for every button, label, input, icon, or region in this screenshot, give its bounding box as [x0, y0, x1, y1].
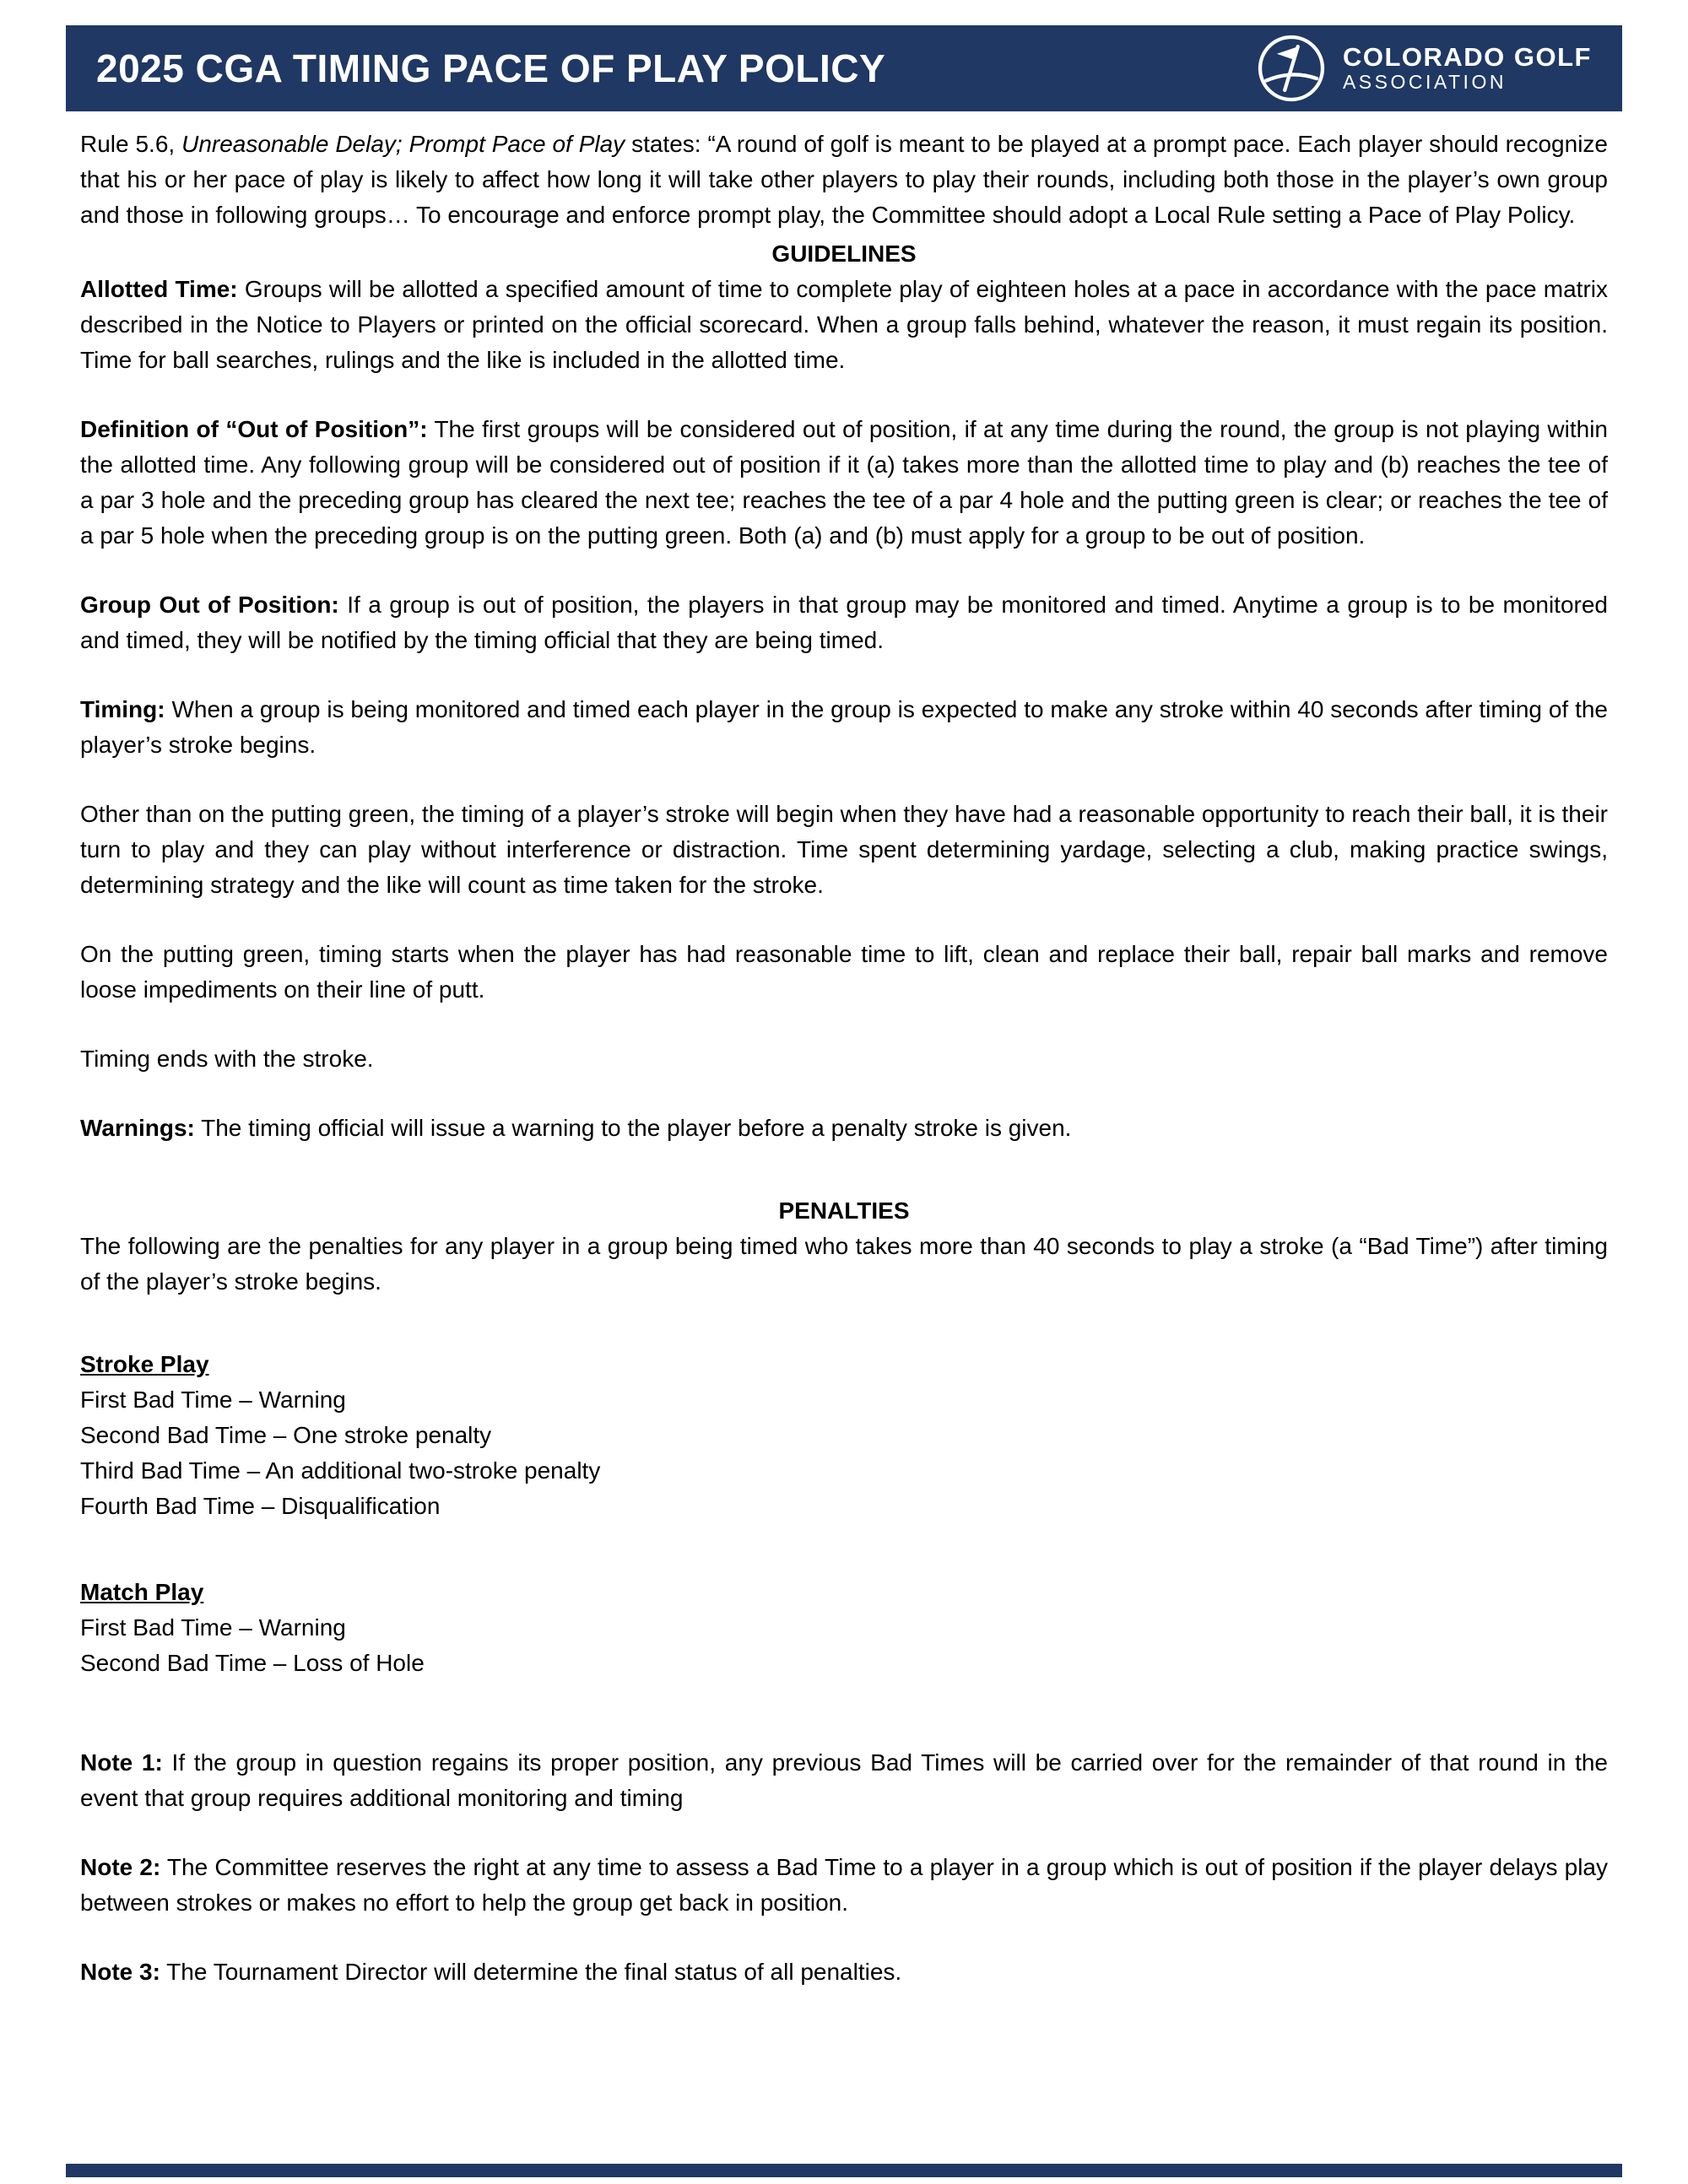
stroke-play-item: First Bad Time – Warning	[80, 1387, 346, 1413]
note-text: The Committee reserves the right at any time to assess a Bad Time to a player in a group which is out of position if the player delays play between strokes or makes no effort to help the group get back in position.	[80, 1854, 1608, 1916]
intro-rule-title: Unreasonable Delay; Prompt Pace of Play	[181, 131, 625, 157]
paragraph-timing	[80, 692, 1608, 763]
stroke-play-item: Fourth Bad Time – Disqualification	[80, 1493, 441, 1519]
paragraph-timing-begin	[80, 797, 1608, 903]
note-2-paragraph	[80, 1850, 1608, 1921]
paragraph-group-out-of-position	[80, 587, 1608, 658]
page-title: 2025 CGA TIMING PACE OF PLAY POLICY	[96, 46, 886, 90]
stroke-play-heading: Stroke Play	[80, 1351, 209, 1377]
intro-pre: Rule 5.6,	[80, 131, 182, 157]
paragraph-text: Timing ends with the stroke.	[80, 1046, 374, 1072]
paragraph-text: If a group is out of position, the players in that group may be monitored and timed. Anytime a group is to be monitored and timed, they will be notified by the timing official that they are being timed.	[80, 592, 1608, 653]
paragraph-timing-ends	[80, 1041, 1608, 1077]
match-play-item: First Bad Time – Warning	[80, 1614, 346, 1641]
footer-bar	[66, 2164, 1622, 2177]
match-play-heading: Match Play	[80, 1579, 204, 1605]
paragraph-lead: Warnings:	[80, 1115, 195, 1141]
penalties-heading: PENALTIES	[778, 1197, 910, 1224]
guidelines-heading: GUIDELINES	[771, 241, 917, 267]
logo-org-subtitle: ASSOCIATION	[1342, 71, 1507, 94]
note-lead: Note 3:	[80, 1959, 160, 1985]
note-lead: Note 2:	[80, 1854, 161, 1880]
paragraph-allotted-time	[80, 272, 1608, 378]
paragraph-text: Other than on the putting green, the timing of a player’s stroke will begin when they have had a reasonable opportunity to reach their ball, it is their turn to play and they can play without interference or distraction. Time spent determining yardage, selecting a club, making practice swings, determining strategy and the like will count as time taken for the stroke.	[80, 801, 1608, 898]
paragraph-lead: Allotted Time:	[80, 276, 238, 302]
logo-org-name: COLORADO GOLF	[1342, 42, 1592, 73]
paragraph-lead: Group Out of Position:	[80, 592, 339, 618]
paragraph-out-of-position-definition	[80, 412, 1608, 554]
paragraph-lead: Timing:	[80, 696, 165, 722]
match-play-item: Second Bad Time – Loss of Hole	[80, 1650, 425, 1676]
paragraph-text: Groups will be allotted a specified amount of time to complete play of eighteen holes at a pace in accordance with the pace matrix described in the Notice to Players or printed on the official scorecard. When a group falls behind, whatever the reason, it must regain its position. Time for ball searches, rulings and the like is included in the allotted time.	[80, 276, 1609, 373]
intro-post: states: “A round of golf is meant to be played at a prompt pace. Each player should recognize that his or her pace of play is likely to affect how long it will take other players to play their rounds, including both those in the player’s own group and those in following groups… To encourage and enforce prompt play, the Committee should adopt a Local Rule setting a Pace of Play Policy.	[80, 131, 1608, 228]
note-text: The Tournament Director will determine the final status of all penalties.	[160, 1959, 902, 1985]
paragraph-lead: Definition of “Out of Position”:	[80, 416, 428, 442]
paragraph-text: The first groups will be considered out of position, if at any time during the round, the group is not playing within the allotted time. Any following group will be considered out of position if it (a) takes more than the allotted time to play and (b) reaches the tee of a par 3 hole and the preceding group has cleared the next tee; reaches the tee of a par 4 hole and the putting green is clear; or reaches the tee of a par 5 hole when the preceding group is on the putting green. Both (a) and (b) must apply for a group to be out of position.	[80, 416, 1608, 549]
note-1-paragraph	[80, 1745, 1608, 1816]
note-3-paragraph	[80, 1954, 1608, 1990]
header-banner	[66, 25, 1622, 111]
stroke-play-item: Third Bad Time – An additional two-stroke penalty	[80, 1457, 601, 1484]
paragraph-text: When a group is being monitored and timed each player in the group is expected to make any stroke within 40 seconds after timing of the player’s stroke begins.	[80, 696, 1608, 758]
note-lead: Note 1:	[80, 1749, 163, 1776]
intro-paragraph	[80, 127, 1608, 233]
stroke-play-item: Second Bad Time – One stroke penalty	[80, 1422, 492, 1448]
paragraph-putting-green	[80, 937, 1608, 1008]
paragraph-text: On the putting green, timing starts when the player has had reasonable time to lift, clean and replace their ball, repair ball marks and remove loose impediments on their line of putt.	[80, 941, 1608, 1003]
logo-text	[1343, 43, 1592, 93]
cga-logo	[1255, 32, 1592, 105]
golf-flag-icon	[1255, 32, 1328, 105]
paragraph-warnings	[80, 1111, 1608, 1146]
paragraph-text: The timing official will issue a warning to the player before a penalty stroke is given.	[194, 1115, 1072, 1141]
document-body	[80, 127, 1608, 1990]
note-text: If the group in question regains its proper position, any previous Bad Times will be carried over for the remainder of that round in the event that group requires additional monitoring and timing	[80, 1749, 1608, 1811]
penalties-intro-paragraph: The following are the penalties for any player in a group being timed who takes more than 40 seconds to play a stroke (a “Bad Time”) after timing of the player’s stroke begins.	[80, 1233, 1608, 1295]
